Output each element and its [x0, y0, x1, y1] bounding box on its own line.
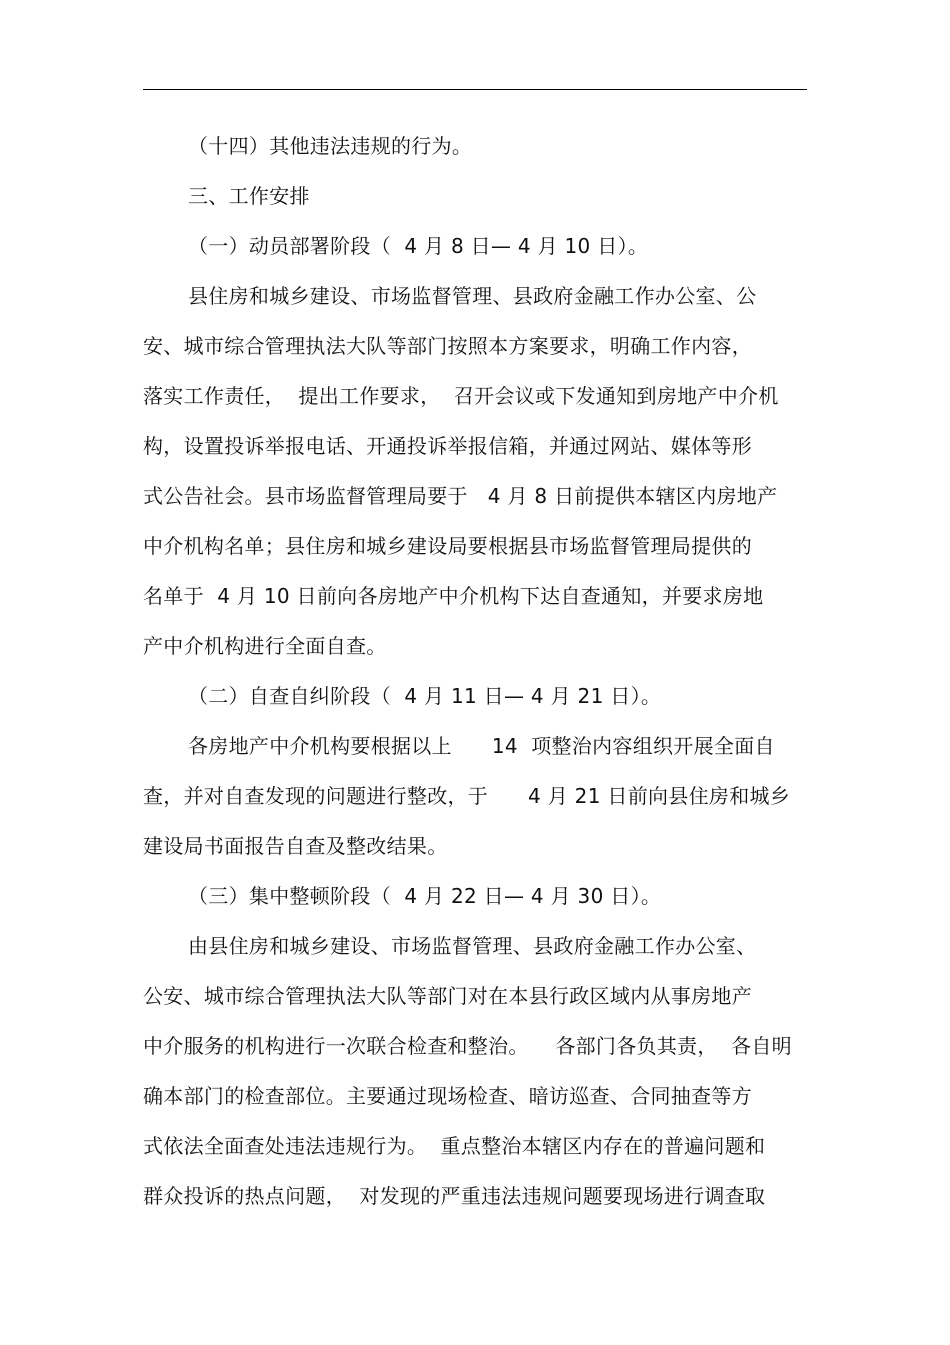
text-line: 构，设置投诉举报电话、开通投诉举报信箱，并通过网站、媒体等形 — [143, 434, 752, 458]
text-line: 产中介机构进行全面自查。 — [143, 634, 387, 658]
text-line: （十四）其他违法违规的行为。 — [188, 134, 473, 158]
text-line: 中介服务的机构进行一次联合检查和整治。 各部门各负其责， 各自明 — [143, 1034, 792, 1058]
text-line: 式公告社会。县市场监督管理局要于 4 月 8 日前提供本辖区内房地产 — [143, 484, 778, 508]
header-rule — [143, 89, 807, 90]
section-heading: 三、工作安排 — [188, 184, 310, 208]
subsection-heading: （三）集中整顿阶段（ 4 月 22 日— 4 月 30 日）。 — [188, 884, 662, 908]
text-line: 安、城市综合管理执法大队等部门按照本方案要求，明确工作内容， — [143, 334, 752, 358]
text-line: 公安、城市综合管理执法大队等部门对在本县行政区域内从事房地产 — [143, 984, 752, 1008]
text-line: 式依法全面查处违法违规行为。 重点整治本辖区内存在的普遍问题和 — [143, 1134, 766, 1158]
text-line: 名单于 4 月 10 日前向各房地产中介机构下达自查通知，并要求房地 — [143, 584, 764, 608]
text-line: 中介机构名单；县住房和城乡建设局要根据县市场监督管理局提供的 — [143, 534, 752, 558]
text-line: 查，并对自查发现的问题进行整改，于 4 月 21 日前向县住房和城乡 — [143, 784, 791, 808]
subsection-heading: （二）自查自纠阶段（ 4 月 11 日— 4 月 21 日）。 — [188, 684, 662, 708]
text-line: 各房地产中介机构要根据以上 14 项整治内容组织开展全面自 — [188, 734, 775, 758]
text-line: 确本部门的检查部位。主要通过现场检查、暗访巡查、合同抽查等方 — [143, 1084, 752, 1108]
subsection-heading: （一）动员部署阶段（ 4 月 8 日— 4 月 10 日）。 — [188, 234, 649, 258]
text-line: 建设局书面报告自查及整改结果。 — [143, 834, 448, 858]
text-line: 由县住房和城乡建设、市场监督管理、县政府金融工作办公室、 — [188, 934, 757, 958]
text-line: 群众投诉的热点问题， 对发现的严重违法违规问题要现场进行调查取 — [143, 1184, 766, 1208]
text-line: 县住房和城乡建设、市场监督管理、县政府金融工作办公室、公 — [188, 284, 757, 308]
text-line: 落实工作责任， 提出工作要求， 召开会议或下发通知到房地产中介机 — [143, 384, 779, 408]
